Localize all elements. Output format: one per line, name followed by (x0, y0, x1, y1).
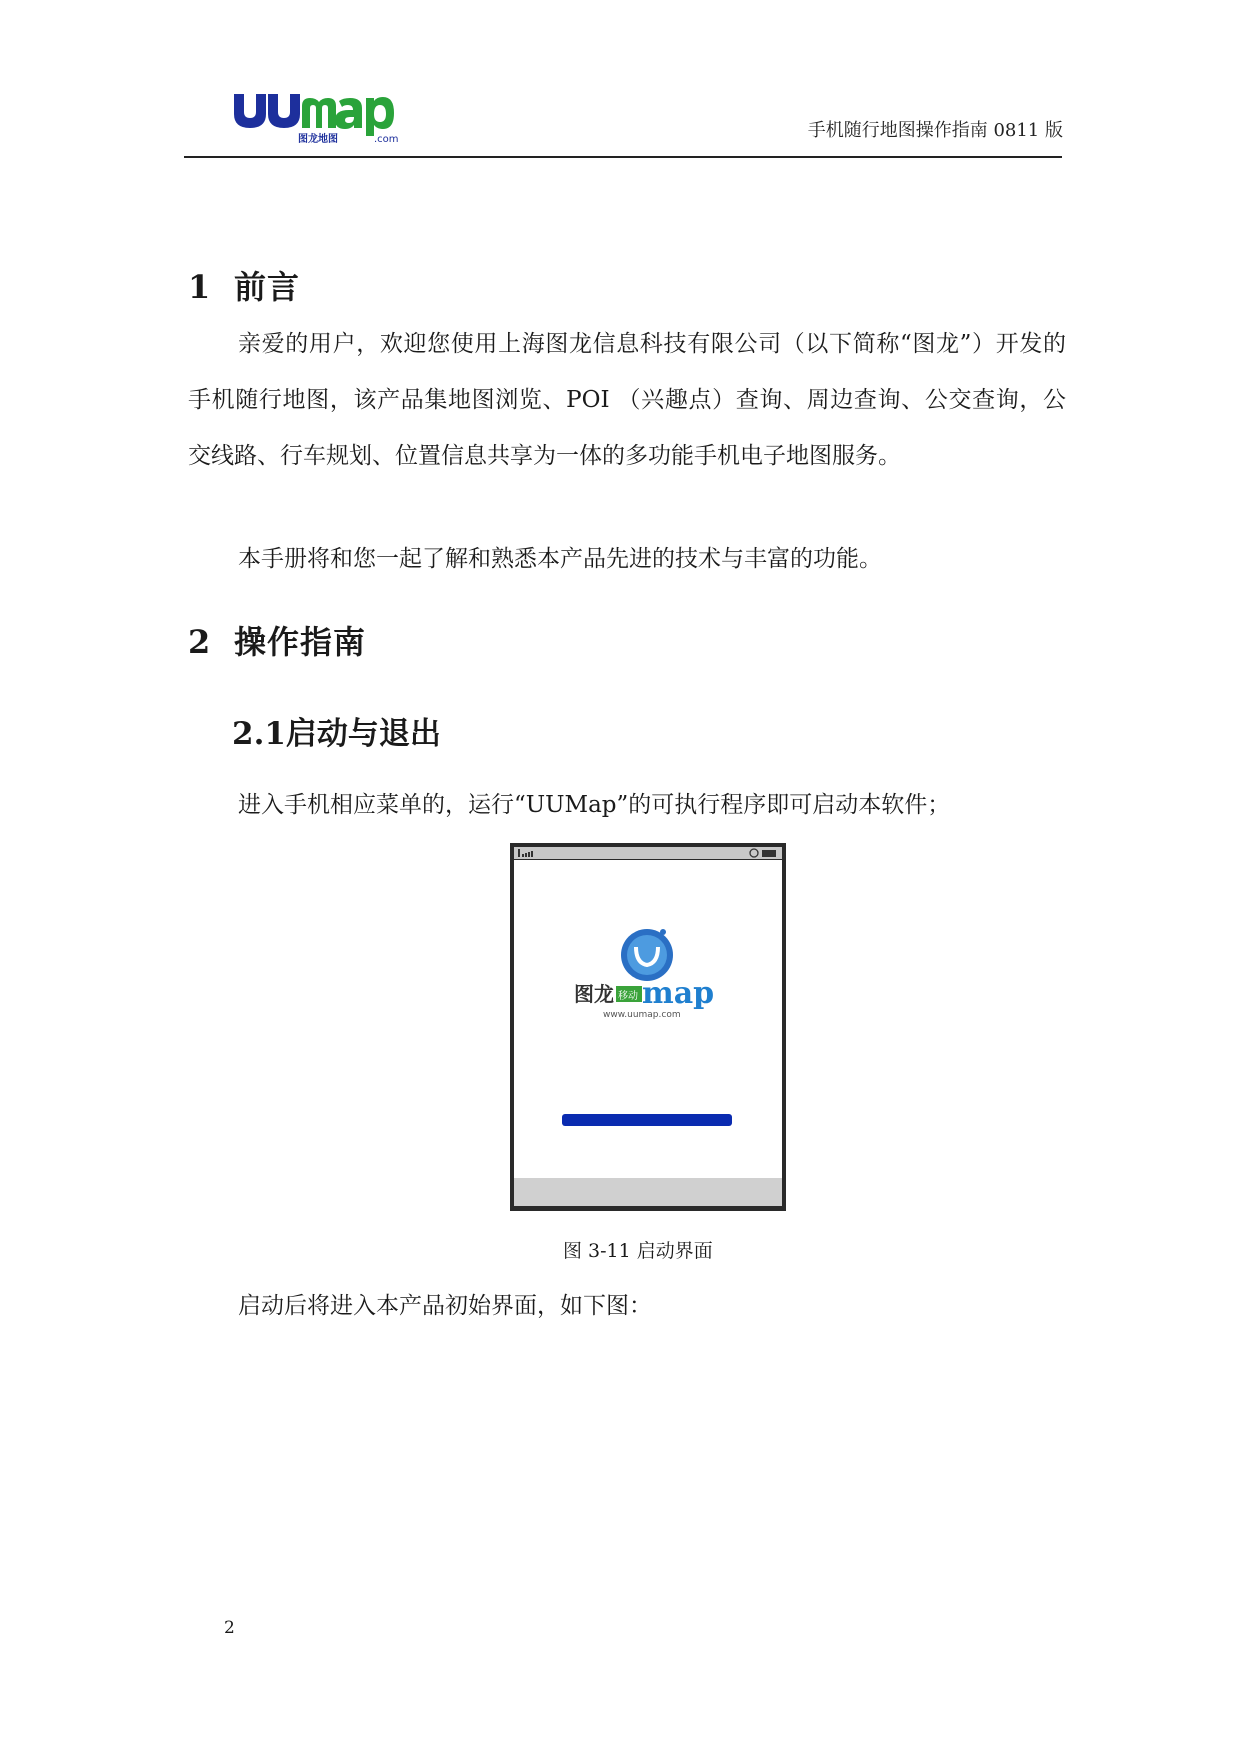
svg-text:map: map (642, 976, 715, 1011)
uumap-logo (232, 86, 412, 146)
section-2-title: 操作指南 (234, 623, 367, 661)
section-2-1-paragraph-1: 进入手机相应菜单的，运行“UUMap”的可执行程序即可启动本软件； (238, 792, 951, 818)
battery-icon (762, 850, 776, 857)
svg-text:移动: 移动 (618, 991, 638, 1002)
svg-text:图龙地图: 图龙地图 (298, 134, 338, 145)
status-bar (514, 847, 782, 859)
header-divider (184, 156, 1062, 158)
startup-screen-figure (510, 843, 786, 1211)
page-number: 2 (224, 1618, 235, 1638)
svg-text:.com: .com (374, 134, 399, 145)
figure-caption: 图 3-11 启动界面 (563, 1240, 713, 1262)
section-1-paragraph-1: 亲爱的用户，欢迎您使用上海图龙信息科技有限公司（以下简称“图龙”）开发的手机随行地图，该产品集地图浏览、POI （兴趣点）查询、周边查询、公交查询，公交线路、行车规划、位置信息共享为一体的多功能手机电子地图服务。 (188, 331, 1066, 469)
section-1-heading (188, 262, 300, 308)
section-2-heading (188, 617, 366, 663)
section-1-paragraph-2: 本手册将和您一起了解和熟悉本产品先进的技术与丰富的功能。 (238, 546, 882, 572)
section-2-1-paragraph-2: 启动后将进入本产品初始界面，如下图： (238, 1293, 652, 1319)
svg-text:www.uumap.com: www.uumap.com (603, 1010, 681, 1020)
header-title: 手机随行地图操作指南 0811 版 (807, 120, 1063, 141)
section-1-number: 1 (188, 268, 212, 306)
softkey-bar (514, 1178, 782, 1206)
section-1-title: 前言 (234, 268, 301, 306)
section-2-number: 2 (188, 623, 212, 661)
section-2-1-heading: 2.1启动与退出 (232, 716, 441, 752)
loading-progress-bar (562, 1114, 732, 1126)
svg-text:图龙: 图龙 (574, 982, 614, 1006)
